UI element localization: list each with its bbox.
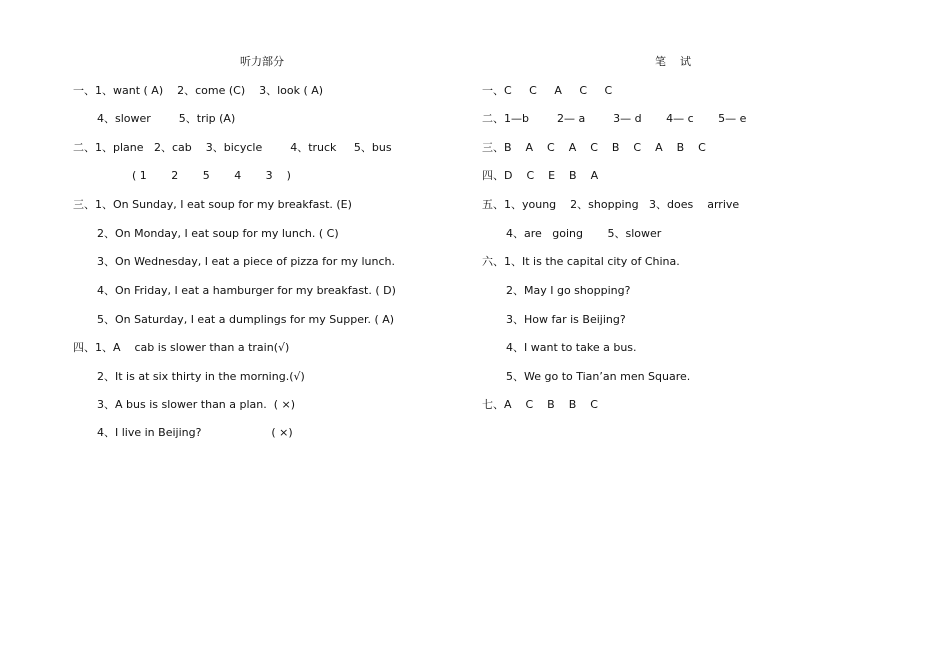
listening-line-3: 二、1、plane 2、cab 3、bicycle 4、truck 5、bus [73,141,392,154]
written-line-5: 五、1、young 2、shopping 3、does arrive [482,198,740,211]
listening-line-8: 4、On Friday, I eat a hamburger for my breakfast. ( D) [97,284,396,297]
written-line-11: 5、We go to Tian’an men Square. [506,370,691,383]
written-line-2: 二、1—b 2— a 3— d 4— c 5— e [482,112,747,125]
written-line-3: 三、B A C A C B C A B C [482,141,706,154]
listening-line-13: 4、I live in Beijing? ( ×) [97,426,293,439]
listening-heading: 听力部分 [240,55,284,68]
listening-line-12: 3、A bus is slower than a plan. ( ×) [97,398,296,411]
listening-line-2: 4、slower 5、trip (A) [97,112,236,125]
written-line-10: 4、I want to take a bus. [506,341,637,354]
listening-line-1: 一、1、want ( A) 2、come (C) 3、look ( A) [73,84,324,97]
written-line-8: 2、May I go shopping? [506,284,631,297]
written-line-9: 3、How far is Beijing? [506,313,626,326]
written-line-12: 七、A C B B C [482,398,598,411]
written-heading: 笔 试 [655,55,691,68]
listening-line-4: ( 1 2 5 4 3 ) [132,169,291,182]
listening-line-10: 四、1、A cab is slower than a train(√) [73,341,290,354]
listening-line-9: 5、On Saturday, I eat a dumplings for my Supper. ( A) [97,313,395,326]
listening-line-7: 3、On Wednesday, I eat a piece of pizza for my lunch. [97,255,395,268]
listening-line-11: 2、It is at six thirty in the morning.(√) [97,370,305,383]
written-line-6: 4、are going 5、slower [506,227,662,240]
listening-line-6: 2、On Monday, I eat soup for my lunch. ( C) [97,227,339,240]
written-line-7: 六、1、It is the capital city of China. [482,255,680,268]
written-line-1: 一、C C A C C [482,84,613,97]
listening-line-5: 三、1、On Sunday, I eat soup for my breakfast. (E) [73,198,352,211]
written-line-4: 四、D C E B A [482,169,599,182]
